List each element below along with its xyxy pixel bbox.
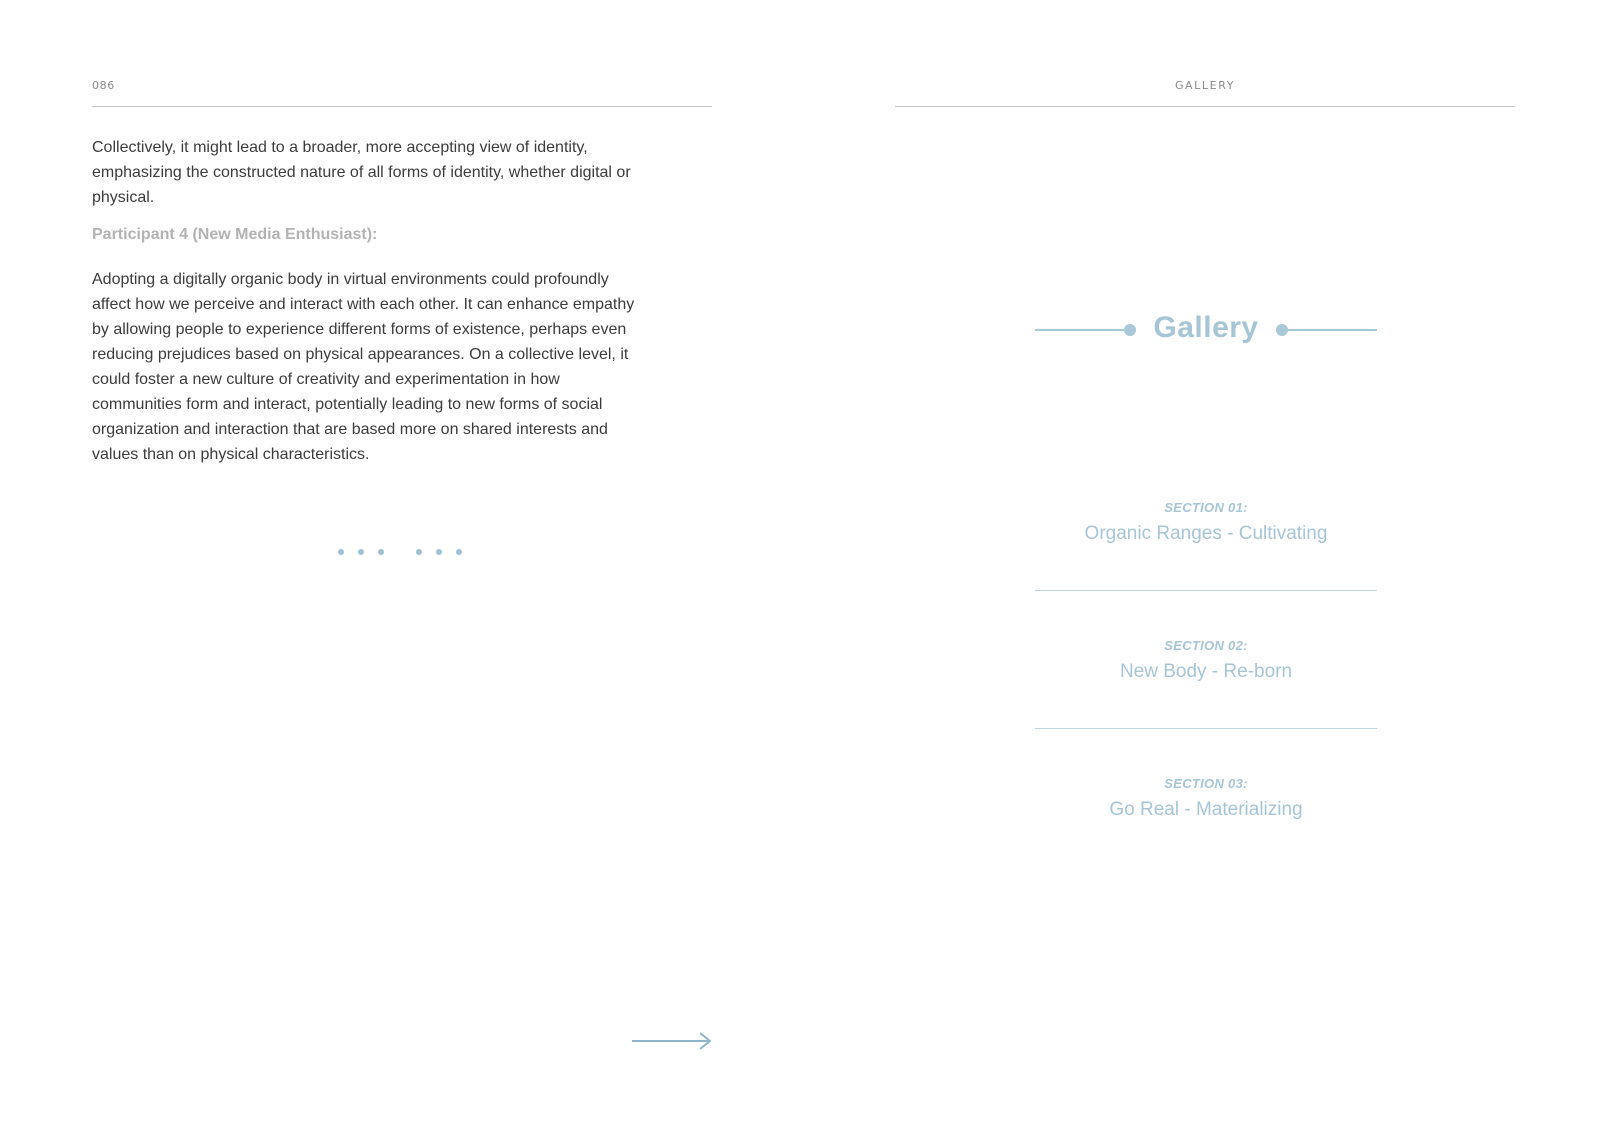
participant-heading: Participant 4 (New Media Enthusiast): [92, 226, 378, 243]
section-name: New Body - Re-born [1119, 661, 1293, 682]
gallery-section-3[interactable] [1035, 776, 1377, 821]
title-ornament-line [1287, 329, 1377, 331]
section-label: SECTION 01: [1164, 500, 1248, 515]
divider-dot [436, 549, 442, 555]
section-divider [1035, 728, 1377, 729]
section-divider [1035, 590, 1377, 591]
divider-dot [358, 549, 364, 555]
arrow-right-icon[interactable] [630, 1031, 714, 1051]
body-paragraph: Collectively, it might lead to a broader, more accepting view of identity, emphasizing the constructed nature of all forms of identity, whether digital or physical. [92, 139, 631, 206]
running-header: GALLERY [1174, 79, 1236, 92]
body-paragraph: Adopting a digitally organic body in virtual environments could profoundly affect how we perceive and interact with each other. It can enhance empathy by allowing people to experience different forms of existence, perhaps even reducing prejudices based on physical appearances. On a collective level, it could foster a new culture of creativity and experimentation in how communities form and interact, potentially leading to new forms of social organization and interaction that are based more on shared interests and values than on physical characteristics. [92, 271, 635, 463]
gallery-section-2[interactable] [1035, 638, 1377, 683]
divider-dot [416, 549, 422, 555]
ellipsis-divider [338, 549, 468, 557]
section-name: Go Real - Materializing [1109, 799, 1303, 820]
section-label: SECTION 02: [1164, 638, 1248, 653]
gallery-section-1[interactable] [1035, 500, 1377, 545]
header-rule [895, 106, 1515, 107]
divider-dot [378, 549, 384, 555]
gallery-title: Gallery [1153, 311, 1259, 344]
divider-dot [338, 549, 344, 555]
header-rule [92, 106, 712, 107]
divider-dot [456, 549, 462, 555]
right-page [800, 0, 1600, 1135]
gallery-title-row [1035, 310, 1377, 350]
page-number: 086 [92, 79, 115, 92]
section-label: SECTION 03: [1164, 776, 1248, 791]
section-name: Organic Ranges - Cultivating [1084, 523, 1328, 544]
